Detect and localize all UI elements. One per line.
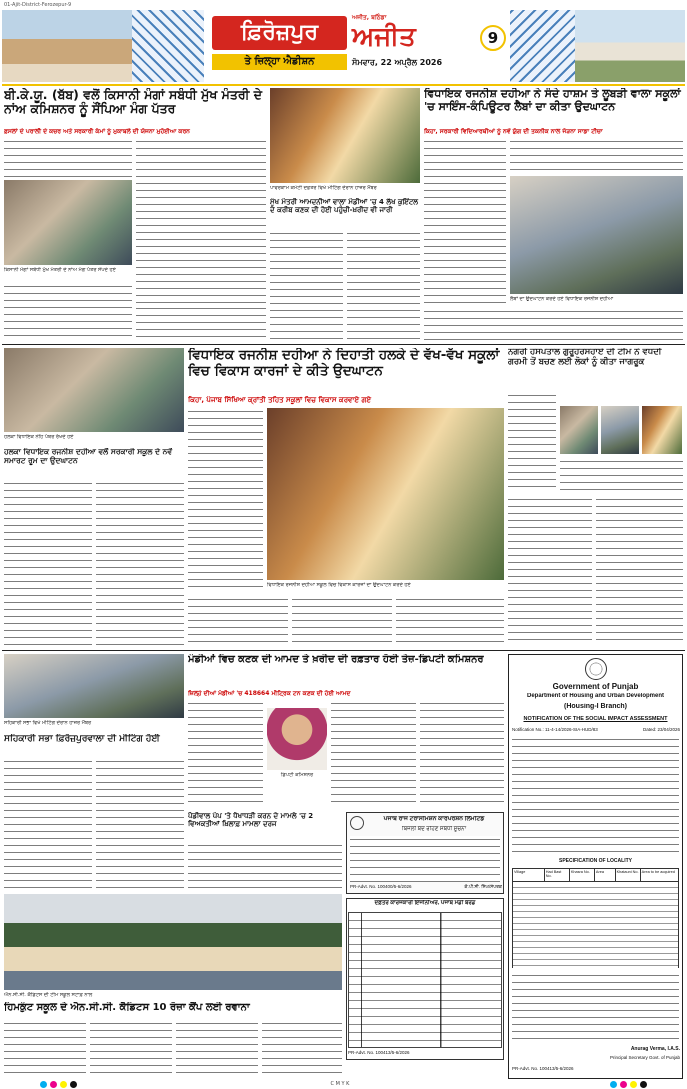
a7-caption: ਸਹਿਕਾਰੀ ਸਭਾ ਵਿਖੇ ਮੀਟਿੰਗ ਦੌਰਾਨ ਹਾਜ਼ਰ ਮੈਂਬਰ <box>4 720 92 726</box>
a7-headline: ਸਹਿਕਾਰੀ ਸਭਾ ਫ਼ਿਰੋਜ਼ਪੁਰਵਾਲਾ ਦੀ ਮੀਟਿੰਗ ਹੋਈ <box>4 734 160 744</box>
a1-body-top <box>4 138 132 178</box>
a4-headline: ਹਲਕਾ ਵਿਧਾਇਕ ਰਜਨੀਸ਼ ਦਹੀਆ ਵਲੋਂ ਸਰਕਾਰੀ ਸਕੂਲ ਦੇ ਨਵੇਂ ਸਮਾਰਟ ਰੂਮ ਦਾ ਉਦਘਾਟਨ <box>4 448 173 465</box>
a3-body-left <box>424 138 506 303</box>
divider-1 <box>2 344 685 345</box>
gov-title-1: Government of Punjab <box>552 682 639 691</box>
gov-schedule-title: SPECIFICATION OF LOCALITY <box>559 858 632 864</box>
a6-body-left <box>508 392 556 492</box>
a2-photo <box>270 88 420 183</box>
a6-photo-3 <box>642 406 682 454</box>
a6-headline: ਨਗਰੀ ਹਸਪਤਾਲ ਗੁਰੂਹਰਸਹਾਏ ਦੀ ਟੀਮ ਨੇ ਵਧਦੀ ਗਰਮੀ ਤੋਂ ਬਚਣ ਲਈ ਲੋਕਾਂ ਨੂੰ ਕੀਤਾ ਜਾਗਰੂਕ <box>508 348 662 367</box>
a2-body-1 <box>270 230 343 340</box>
a1-photo <box>4 180 132 265</box>
masthead-rule <box>2 84 685 86</box>
a10-headline: ਹਿਮਕੁੰਟ ਸਕੂਲ ਦੇ ਐਨ.ਸੀ.ਸੀ. ਕੈਡਿਟਸ 10 ਰੋਜ਼ਾ ਕੈਂਪ ਲਈ ਰਵਾਨਾ <box>4 1002 250 1013</box>
a5-headline: ਵਿਧਾਇਕ ਰਜਨੀਸ਼ ਦਹੀਆ ਨੇ ਦਿਹਾਤੀ ਹਲਕੇ ਦੇ ਵੱਖ-ਵੱਖ ਸਕੂਲਾਂ ਵਿਚ ਵਿਕਾਸ ਕਾਰਜਾਂ ਦੇ ਕੀਤੇ ਉਦਘਾਟਨ <box>188 348 500 379</box>
a8-photo <box>267 708 327 770</box>
a4-body-1 <box>4 480 92 645</box>
a8-subhead: ਜ਼ਿਲ੍ਹੇ ਦੀਆਂ ਮੰਡੀਆਂ 'ਚ 418664 ਮੀਟ੍ਰਿਕ ਟਨ ਕਣਕ ਦੀ ਹੋਈ ਆਮਦ <box>188 690 351 697</box>
a7-photo <box>4 654 184 718</box>
a5-body-left <box>188 408 263 588</box>
a1-body-bottom-right <box>136 305 266 341</box>
notice-emblem-icon <box>350 816 364 830</box>
a10-caption: ਐਨ.ਸੀ.ਸੀ. ਕੈਡਿਟਸ ਦੀ ਟੀਮ ਸਕੂਲ ਸਟਾਫ਼ ਨਾਲ <box>4 992 93 998</box>
a8-body-1 <box>188 700 263 808</box>
masthead-name-right: ਅਜੀਤ <box>352 22 416 52</box>
a7-body-2 <box>96 758 184 890</box>
a5-subhead: ਕਿਹਾ, ਪੰਜਾਬ ਸਿੱਖਿਆ ਕ੍ਰਾਂਤੀ ਤਹਿਤ ਸਕੂਲਾਂ ਵਿਚ ਵਿਕਾਸ ਕਰਵਾਏ ਗਏ <box>188 396 372 404</box>
gov-notif-no: Notification No.: 11-4-14/2026-SIA-HUD/83 <box>512 727 598 732</box>
a4-photo <box>4 348 184 432</box>
a1-headline: ਬੀ.ਕੇ.ਯੂ. (ਬੱਬ) ਵਲੋਂ ਕਿਸਾਨੀ ਮੰਗਾਂ ਸਬੰਧੀ ਮੁੱਖ ਮੰਤਰੀ ਦੇ ਨਾਂਅ ਕਮਿਸ਼ਨਰ ਨੂੰ ਸੌਂਪਿਆ ਮੰਗ ਪੱਤਰ <box>4 88 263 117</box>
gov-emblem-icon <box>585 658 607 680</box>
a8-caption: ਡਿਪਟੀ ਕਮਿਸ਼ਨਰ <box>280 772 314 778</box>
masthead-photo-right <box>575 10 685 82</box>
a10-body-2 <box>90 1020 172 1075</box>
a10-body-4 <box>262 1020 342 1075</box>
a3-photo <box>510 176 683 294</box>
color-swatch <box>50 1081 57 1088</box>
a3-body-top-right <box>510 138 683 174</box>
gov-table <box>512 868 679 968</box>
a2-caption: ਪਾਵਰਕਾਮ ਕਮੇਟੀ ਦਫ਼ਤਰ ਵਿਖੇ ਮੀਟਿੰਗ ਦੌਰਾਨ ਹਾਜ਼ਰ ਮੈਂਬਰ <box>270 185 377 191</box>
a1-subhead: ਫ਼ਸਲਾਂ ਦੇ ਪਰਾਲੀ ਦੇ ਕਚਰ ਅਤੇ ਸਰਕਾਰੀ ਕੰਮਾਂ ਨੂੰ ਮੁਕਾਬਲੇ ਦੀ ਯੋਜਨਾ ਮੁਹੱਈਆ ਕਰਨ <box>4 128 190 135</box>
color-swatch <box>620 1081 627 1088</box>
gov-title-2: Department of Housing and Urban Development <box>526 693 664 699</box>
masthead-small-top: ਅਜੀਤ, ਬਠਿੰਡਾ <box>352 14 387 21</box>
color-swatch <box>640 1081 647 1088</box>
a6-body-bottom-1 <box>508 496 592 646</box>
a5-caption: ਵਿਧਾਇਕ ਰਜਨੀਸ਼ ਦਹੀਆ ਸਕੂਲ ਵਿਚ ਵਿਕਾਸ ਕਾਰਜਾਂ ਦਾ ਉਦਘਾਟਨ ਕਰਦੇ ਹੋਏ <box>267 582 411 588</box>
tender-title: ਦਫ਼ਤਰ ਕਾਰਜਕਾਰੀ ਇੰਜੀਨੀਅਰ, ਪੰਜਾਬ ਮੰਡੀ ਬੋਰਡ <box>374 900 476 906</box>
punjabi-notice-body <box>350 836 500 882</box>
gov-body <box>512 736 679 856</box>
color-swatch <box>60 1081 67 1088</box>
color-swatch <box>610 1081 617 1088</box>
gov-col-header: Had Bast No. <box>545 869 570 881</box>
a1-body-right <box>136 138 266 303</box>
a1-body-bottom <box>4 283 132 341</box>
masthead-pattern-right <box>510 10 575 82</box>
masthead-photo-left <box>2 10 132 82</box>
a10-photo <box>4 894 342 990</box>
a3-headline: ਵਿਧਾਇਕ ਰਜਨੀਸ਼ ਦਹੀਆ ਨੇ ਸੰਦੇ ਹਾਸ਼ਮ ਤੇ ਲੂਬੜੀ ਵਾਲਾ ਸਕੂਲਾਂ 'ਚ ਸਾਇੰਸ-ਕੰਪਿਊਟਰ ਲੈਬਾਂ ਦਾ ਕੀਤਾ ਉਦਘਾਟਨ <box>424 88 681 113</box>
gov-col-header: Village <box>513 869 545 881</box>
a7-body-1 <box>4 758 92 890</box>
a8-body-2 <box>331 700 416 808</box>
a2-body-2 <box>347 230 420 340</box>
gov-title-3: (Housing-I Branch) <box>564 703 627 710</box>
a6-photo-1 <box>560 406 598 454</box>
punjabi-notice-subtitle: ਬਿਜਲੀ ਬੰਦ ਰਹਿਣ ਸਬੰਧੀ ਸੂਚਨਾ <box>401 826 467 832</box>
masthead-date: ਸੋਮਵਾਰ, 22 ਅਪ੍ਰੈਲ 2026 <box>352 58 443 67</box>
a1-caption: ਕਿਸਾਨੀ ਮੰਗਾਂ ਸਬੰਧੀ ਮੁੱਖ ਮੰਤਰੀ ਦੇ ਨਾਂਅ ਮੰਗ ਪੱਤਰ ਸੌਂਪਦੇ ਹੋਏ <box>4 267 116 273</box>
gov-col-header: Area to be acquired <box>641 870 675 874</box>
a5-photo <box>267 408 504 580</box>
gov-notif-title: NOTIFICATION OF THE SOCIAL IMPACT ASSESSMENT <box>523 716 668 722</box>
cmyk-label: C M Y K <box>330 1081 350 1087</box>
a6-body-right <box>560 458 683 494</box>
a8-headline: ਮੰਡੀਆਂ ਵਿਚ ਕਣਕ ਦੀ ਆਮਦ ਤੇ ਖ਼ਰੀਦ ਦੀ ਰਫ਼ਤਾਰ ਹੋਈ ਤੇਜ਼-ਡਿਪਟੀ ਕਮਿਸ਼ਨਰ <box>188 654 484 665</box>
cmyk-strip <box>0 1080 687 1089</box>
a5-body-bottom-2 <box>292 596 392 648</box>
punjabi-notice-footer-left: PR-Advt. No. 100400/5-6/2026 <box>350 884 412 889</box>
a3-subhead: ਕਿਹਾ, ਸਰਕਾਰੀ ਵਿਦਿਆਰਥੀਆਂ ਨੂੰ ਨਵੇਂ ਯੁੱਗ ਦੀ ਤਕਨੀਕ ਨਾਲ ਜੋੜਨਾ ਸਾਡਾ ਟੀਚਾ <box>424 128 603 135</box>
a10-body-3 <box>176 1020 258 1075</box>
gov-dated: Dated: 23/04/2026 <box>642 727 680 732</box>
print-slug: 01-Ajit-District-Ferozepur-9 <box>4 2 72 8</box>
a5-body-bottom-1 <box>188 596 288 648</box>
tender-footer: PR-Advt. No. 100413/5-6/2026 <box>348 1050 410 1055</box>
gov-col-header: Khatauni No. <box>616 869 641 881</box>
gov-col-header: Khasra No. <box>570 869 595 881</box>
masthead-pattern-left <box>132 10 204 82</box>
a6-body-bottom-2 <box>596 496 683 646</box>
a9-body <box>188 842 342 894</box>
a5-body-bottom-3 <box>396 596 504 648</box>
a3-caption: ਲੈਬਾਂ ਦਾ ਉਦਘਾਟਨ ਕਰਦੇ ਹੋਏ ਵਿਧਾਇਕ ਰਜਨੀਸ਼ ਦਹੀਆ <box>510 296 614 302</box>
gov-body-2 <box>512 972 679 1042</box>
gov-footer: PR-Advt. No. 100413/5-6/2026 <box>512 1066 574 1071</box>
tender-table <box>348 912 502 1048</box>
color-swatch <box>70 1081 77 1088</box>
punjabi-notice-footer-right: ਕੇ.ਪੀ.ਸੀ. ਸਿੰਘ/ਸੰਪਰਕ <box>464 884 502 889</box>
divider-2 <box>2 650 685 651</box>
masthead <box>2 10 685 82</box>
gov-sign-role: Principal Secretary Govt. of Punjab <box>609 1055 680 1060</box>
a9-headline-text: ਪੈਡੀਵਾਲ ਪੰਪ 'ਤੇ ਧੋਖਾਧੜੀ ਕਰਨ ਦੇ ਮਾਮਲੇ 'ਚ 2 ਵਿਅਕਤੀਆਂ ਖ਼ਿਲਾਫ਼ ਮਾਮਲਾ ਦਰਜ <box>188 812 314 829</box>
masthead-page-number: 9 <box>480 25 506 51</box>
color-swatch <box>40 1081 47 1088</box>
a10-body-1 <box>4 1020 86 1075</box>
masthead-name-left: ਫ਼ਿਰੋਜ਼ਪੁਰ <box>212 16 347 50</box>
a3-body-bottom <box>424 308 683 342</box>
a2-headline: ਮੁੱਖ ਮੰਤਰੀ ਆਮਦਨੀਆਂ ਵਾਲਾ ਮੰਡੀਆਂ 'ਚ 4 ਲੱਖ ਕੁਇੰਟਲ ਦੇ ਕਰੀਬ ਕਣਕ ਦੀ ਹੋਈ ਪਹੁੰਚੀ-ਖ਼ਰੀਦ ਵੀ ਜਾਰੀ <box>270 198 419 215</box>
a6-photo-2 <box>601 406 639 454</box>
gov-sign-name: Anurag Verma, I.A.S. <box>630 1046 680 1052</box>
a8-body-3 <box>420 700 504 808</box>
a4-body-2 <box>96 480 184 645</box>
a4-caption: ਹਲਕਾ ਵਿਧਾਇਕ ਨੀਂਹ ਪੱਥਰ ਰੱਖਦੇ ਹੋਏ <box>4 434 74 440</box>
color-swatch <box>630 1081 637 1088</box>
punjabi-notice-title: ਪੰਜਾਬ ਰਾਜ ਟਰਾਂਸਮਿਸ਼ਨ ਕਾਰਪੋਰੇਸ਼ਨ ਲਿਮਟਿਡ <box>383 816 485 822</box>
gov-col-header: Area <box>595 869 616 881</box>
masthead-tagline: ਤੇ ਜ਼ਿਲ੍ਹਾ ਐਡੀਸ਼ਨ <box>212 54 347 70</box>
